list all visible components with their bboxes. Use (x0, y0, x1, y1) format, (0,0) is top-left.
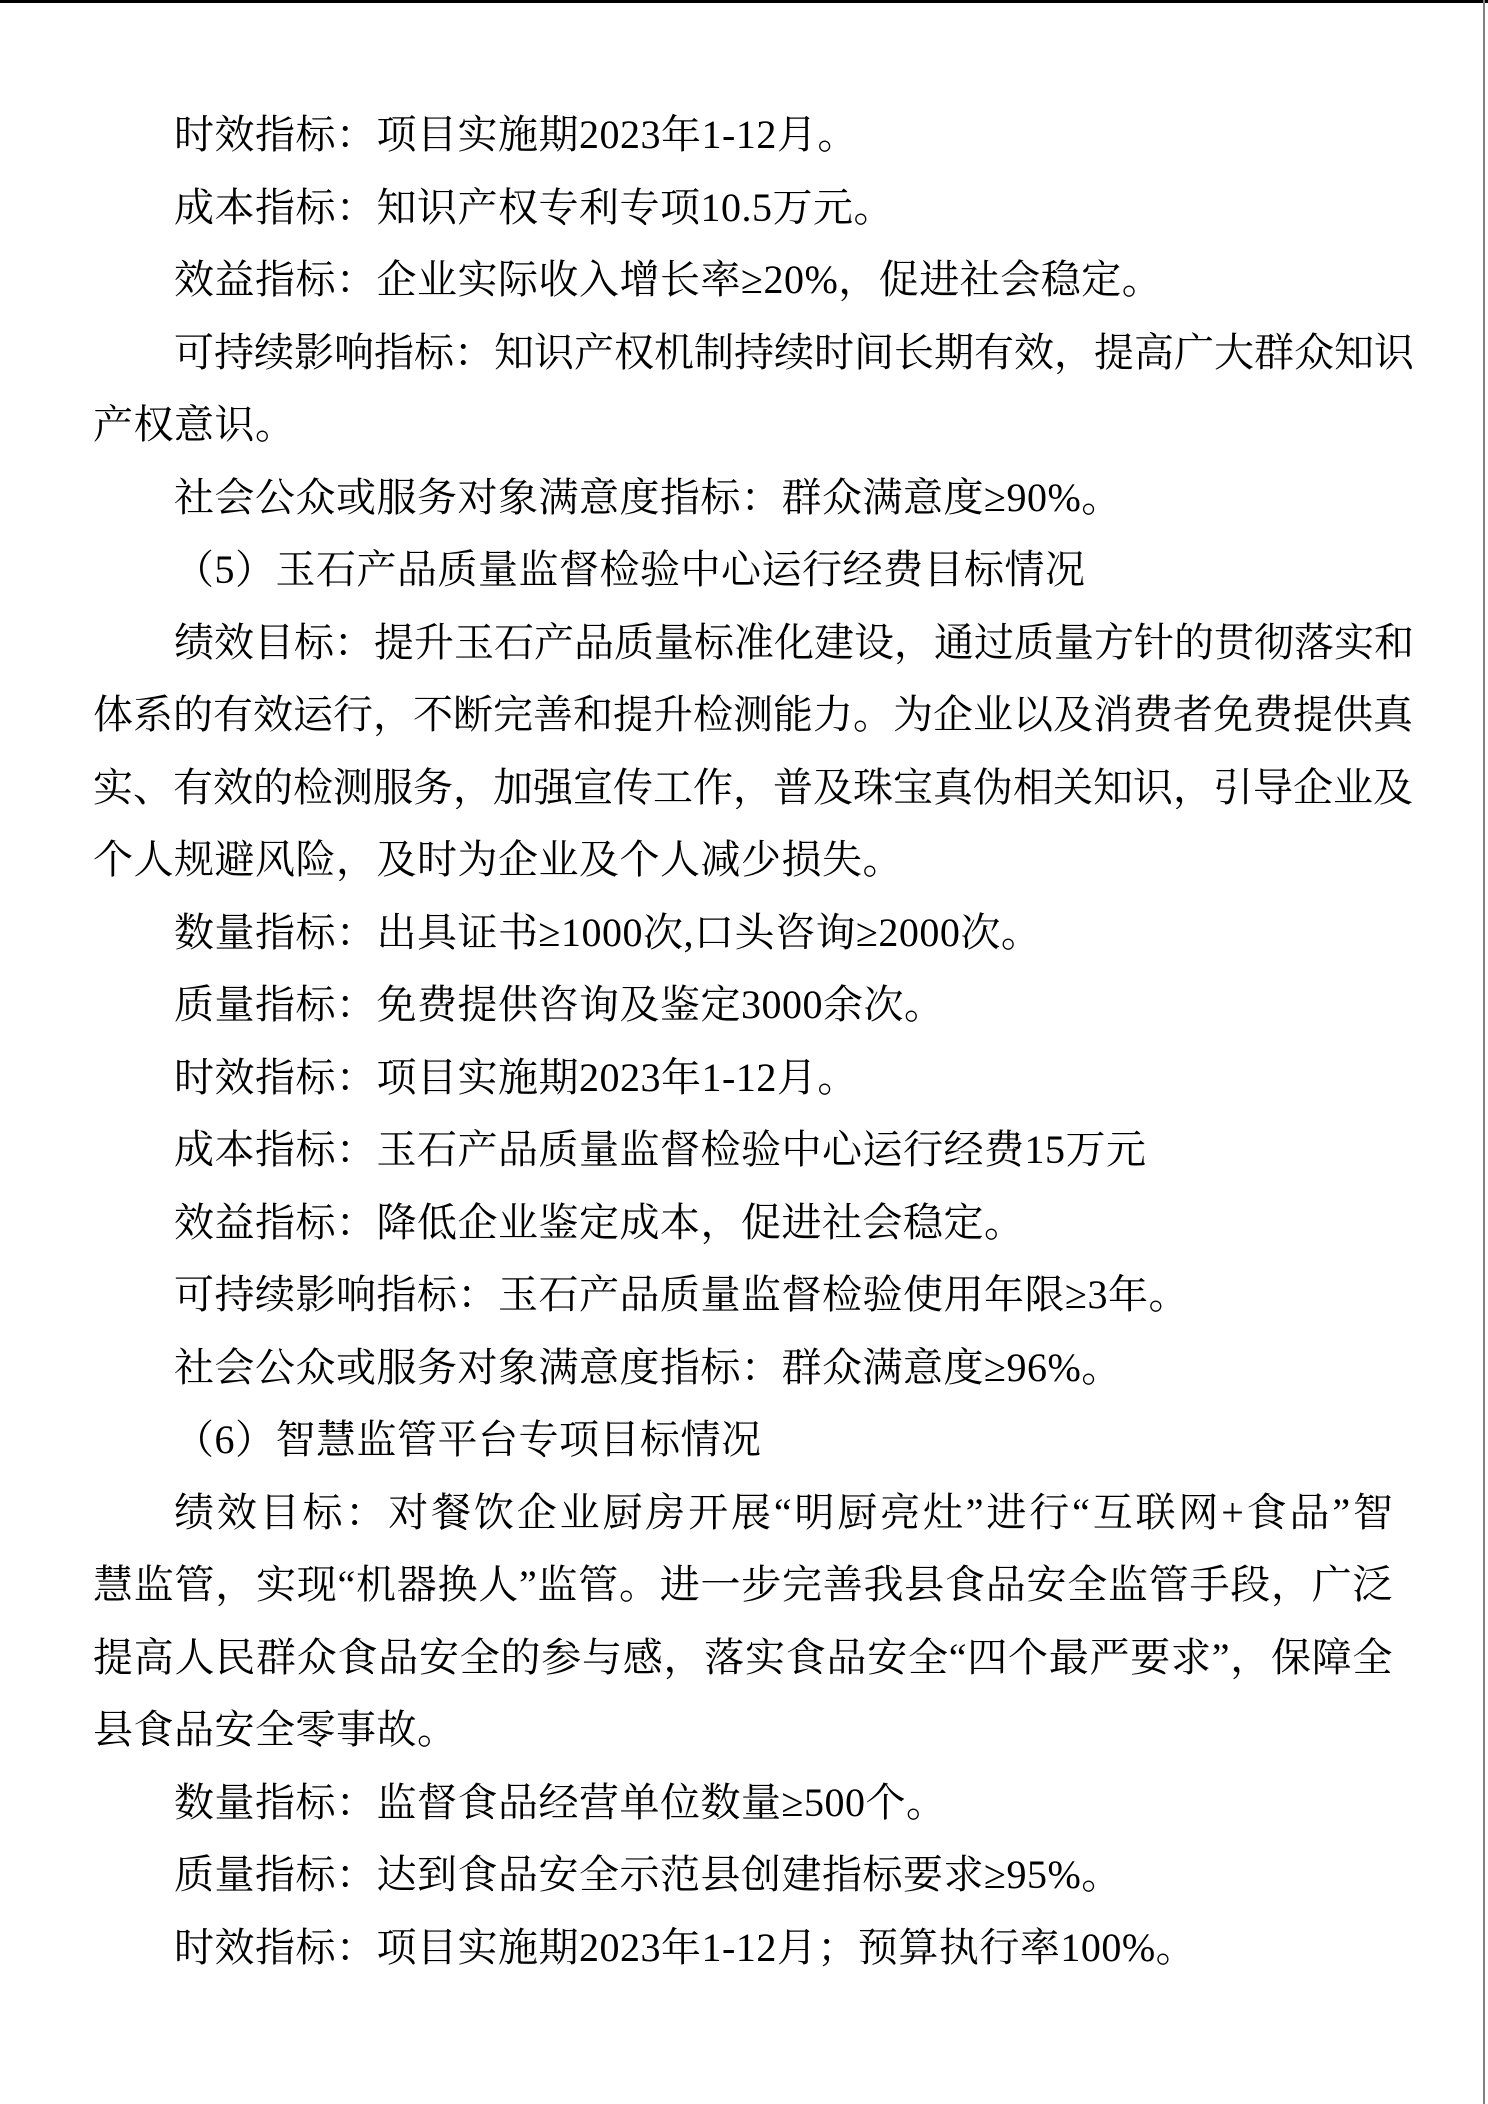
text-line: 质量指标：免费提供咨询及鉴定3000余次。 (174, 982, 945, 1027)
text-line: 绩 效 目 标 ： 提 升 玉 石 产 品 质 量 标 准 化 建 设 ， 通 过 质 量 方 针 的 贯 彻 落 实 和 (174, 619, 1414, 665)
text-line: 社会公众或服务对象满意度指标：群众满意度≥90%。 (174, 474, 1122, 520)
text-line: 时效指标：项目实施期2023年1-12月。 (174, 1054, 858, 1100)
text-line: （6）智慧监管平台专项目标情况 (174, 1417, 762, 1462)
text-line: 可持续影响指标：玉石产品质量监督检验使用年限≥3年。 (174, 1272, 1189, 1317)
text-line: 提 高 人 民 群 众 食 品 安 全 的 参 与 感 ， 落 实 食 品 安 全 “ 四 个 最 严 要 求 ” ， 保 障 全 (93, 1634, 1393, 1680)
text-line: 效益指标：降低企业鉴定成本，促进社会稳定。 (174, 1199, 1025, 1245)
page-right-edge (1483, 0, 1485, 2104)
page-top-edge (0, 0, 1488, 3)
text-line: 时效指标：项目实施期2023年1-12月。 (174, 112, 858, 157)
text-line: 产权意识。 (93, 402, 296, 447)
document-page (93, 99, 1414, 1984)
text-line: 实 、 有 效 的 检 测 服 务 ， 加 强 宣 传 工 作 ， 普 及 珠 宝 真 伪 相 关 知 识 ， 引 导 企 业 及 (93, 764, 1413, 810)
text-line: 成本指标：玉石产品质量监督检验中心运行经费15万元 (174, 1127, 1147, 1172)
text-line: （5）玉石产品质量监督检验中心运行经费目标情况 (174, 547, 1086, 592)
text-line: 绩 效 目 标 ： 对 餐 饮 企 业 厨 房 开 展 “ 明 厨 亮 灶 ” 进 行 “ 互 联 网 + 食 品 ” 智 (174, 1489, 1393, 1535)
text-line: 慧 监 管 ， 实 现 “ 机 器 换 人 ” 监 管 。 进 一 步 完 善 我 县 食 品 安 全 监 管 手 段 ， 广 泛 (93, 1562, 1393, 1607)
text-line: 质量指标：达到食品安全示范县创建指标要求≥95%。 (174, 1852, 1122, 1897)
text-line: 县食品安全零事故。 (93, 1707, 458, 1752)
text-line: 时效指标：项目实施期2023年1-12月；预算执行率100%。 (174, 1924, 1197, 1970)
text-line: 社会公众或服务对象满意度指标：群众满意度≥96%。 (174, 1344, 1122, 1390)
text-line: 可 持 续 影 响 指 标 ： 知 识 产 权 机 制 持 续 时 间 长 期 有 效 ， 提 高 广 大 群 众 知 识 (174, 329, 1414, 375)
text-line: 数量指标：出具证书≥1000次,口头咨询≥2000次。 (174, 909, 1042, 955)
text-line: 成本指标：知识产权专利专项10.5万元。 (174, 184, 894, 230)
document-lines (93, 99, 1414, 1984)
text-line: 数量指标：监督食品经营单位数量≥500个。 (174, 1779, 947, 1825)
text-line: 个人规避风险，及时为企业及个人减少损失。 (93, 837, 903, 882)
text-line: 效益指标：企业实际收入增长率≥20%，促进社会稳定。 (174, 257, 1163, 302)
text-line: 体 系 的 有 效 运 行 ， 不 断 完 善 和 提 升 检 测 能 力 。 为 企 业 以 及 消 费 者 免 费 提 供 真 (93, 692, 1413, 737)
